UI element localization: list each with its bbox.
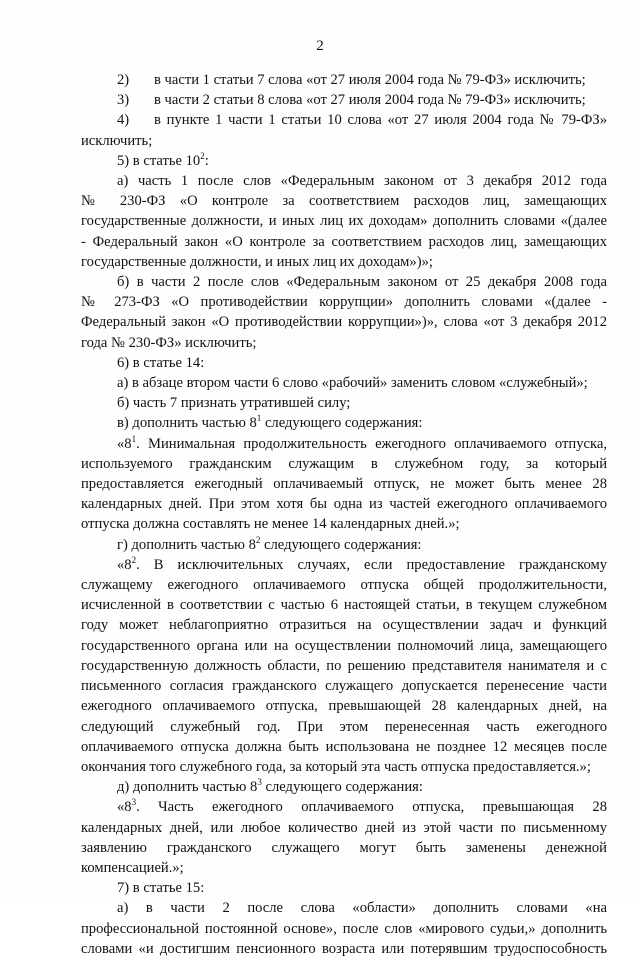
text-line: государственную должность области, по решению представителя нанимателя и с: [81, 657, 607, 674]
document-body: [81, 70, 607, 959]
text-line: года № 230-ФЗ» исключить;: [81, 334, 257, 351]
paragraph-6: 6) в статье 14:: [117, 354, 205, 371]
paragraph-6c: в) дополнить частью $8^1$ следующего содержания:: [117, 413, 423, 432]
text-line: оплачиваемого отпуска должна быть использована не позднее 12 месяцев после: [81, 738, 607, 755]
text-line: служащему ежегодного оплачиваемого отпуска общей продолжительности,: [81, 577, 607, 594]
paragraph-6a: а) в абзаце втором части 6 слово «рабочий» заменить словом «служебный»;: [117, 375, 588, 392]
text-line: следующий служебный год. При этом перенесенная часть ежегодного: [81, 718, 607, 735]
text-line: предоставляется ежегодный оплачиваемый отпуск, не может быть менее 28: [81, 476, 607, 493]
list-item-4: [81, 110, 607, 130]
paragraph-6b: б) часть 7 признать утратившей силу;: [117, 395, 351, 412]
quote-8-2: [81, 555, 607, 777]
text-line: государственные должности, и иных лиц их доходам» дополнить словами «(далее: [81, 213, 607, 230]
text-line: государственные должности, и иных лиц их доходам»)»;: [81, 253, 433, 270]
text-line: исчисленной в соответствии с частью 6 настоящей статьи, в текущем служебном: [81, 597, 607, 614]
paragraph-7: 7) в статье 15:: [117, 880, 205, 897]
text-line: № 230-ФЗ «О контроле за соответствием расходов лиц, замещающих: [81, 193, 607, 210]
item-text: в части 1 статьи 7 слова «от 27 июля 2004 года № 79-ФЗ» исключить;: [154, 72, 586, 88]
text-line: ежегодного оплачиваемого отпуска, превышающей 28 календарных дней, на: [81, 698, 607, 715]
list-item-3: [81, 90, 607, 110]
text-line: календарных дней, или любое количество дней из этой части по письменному: [81, 819, 607, 836]
quote-8-1: [81, 434, 607, 535]
item-text: в пункте 1 части 1 статьи 10 слова «от 27 июля 2004 года № 79-ФЗ»: [154, 112, 607, 129]
page-number: 2: [316, 38, 324, 54]
item-number: 4): [117, 112, 130, 129]
text-line: отпуска должна составлять не менее 14 календарных дней.»;: [81, 516, 460, 533]
item-continuation: исключить;: [81, 132, 153, 149]
text-line: а) в части 2 после слова «области» дополнить словами «на: [117, 900, 607, 917]
paragraph-6e: д) дополнить частью $8^3$ следующего содержания:: [117, 777, 423, 796]
text-line: - Федеральный закон «О контроле за соответствием расходов лиц, замещающих: [81, 233, 607, 250]
text-line: письменного согласия гражданского служащего допускается перенесение части: [81, 678, 607, 695]
paragraph-5a: [81, 171, 607, 272]
text-line: государственного органа или на осуществлении полномочий лица, замещающего: [81, 637, 607, 654]
item-number: 2): [117, 72, 130, 88]
text-line: а) часть 1 после слов «Федеральным законом от 3 декабря 2012 года: [117, 173, 607, 190]
text-line: компенсацией.»;: [81, 859, 184, 876]
item-text: в части 2 статьи 8 слова «от 27 июля 2004 года № 79-ФЗ» исключить;: [154, 92, 586, 109]
text-line: окончания того служебного года, за который эта часть отпуска предоставляется.»;: [81, 758, 591, 775]
text-line: календарных дней. При этом хотя бы одна из частей ежегодного оплачиваемого: [81, 496, 607, 513]
text-line: б) в части 2 после слов «Федеральным законом от 25 декабря 2008 года: [117, 274, 607, 291]
text-line: используемого гражданским служащим в служебном году, за который: [81, 455, 607, 472]
text-line: заявлению гражданского служащего могут быть заменены денежной: [81, 839, 607, 856]
paragraph-7a: [81, 898, 607, 959]
text-line: Федеральный закон «О противодействии коррупции»)», слова «от 3 декабря 2012: [81, 314, 607, 331]
list-item-2: [81, 70, 607, 90]
text-line: профессиональной постоянной основе», после слов «мирового судьи,» дополнить: [81, 920, 607, 937]
text-line: № 273-ФЗ «О противодействии коррупции» дополнить словами «(далее -: [81, 294, 607, 311]
text-line: «$8^1$. Минимальная продолжительность ежегодного оплачиваемого отпуска,: [117, 433, 607, 452]
text-line: словами «и достигшим пенсионного возраста или потерявшим трудоспособность: [81, 940, 607, 957]
quote-8-3: [81, 797, 607, 878]
item-number: 3): [117, 92, 130, 109]
paragraph-6d: г) дополнить частью $8^2$ следующего содержания:: [117, 534, 422, 553]
text-line: «$8^2$. В исключительных случаях, если предоставление гражданскому: [117, 555, 607, 573]
paragraph-5: 5) в статье $10^2$:: [117, 150, 209, 169]
text-line: году может неблагоприятно отразиться на осуществлении задач и функций: [81, 617, 607, 634]
paragraph-5b: [81, 272, 607, 353]
text-line: «$8^3$. Часть ежегодного оплачиваемого отпуска, превышающая 28: [117, 797, 607, 816]
